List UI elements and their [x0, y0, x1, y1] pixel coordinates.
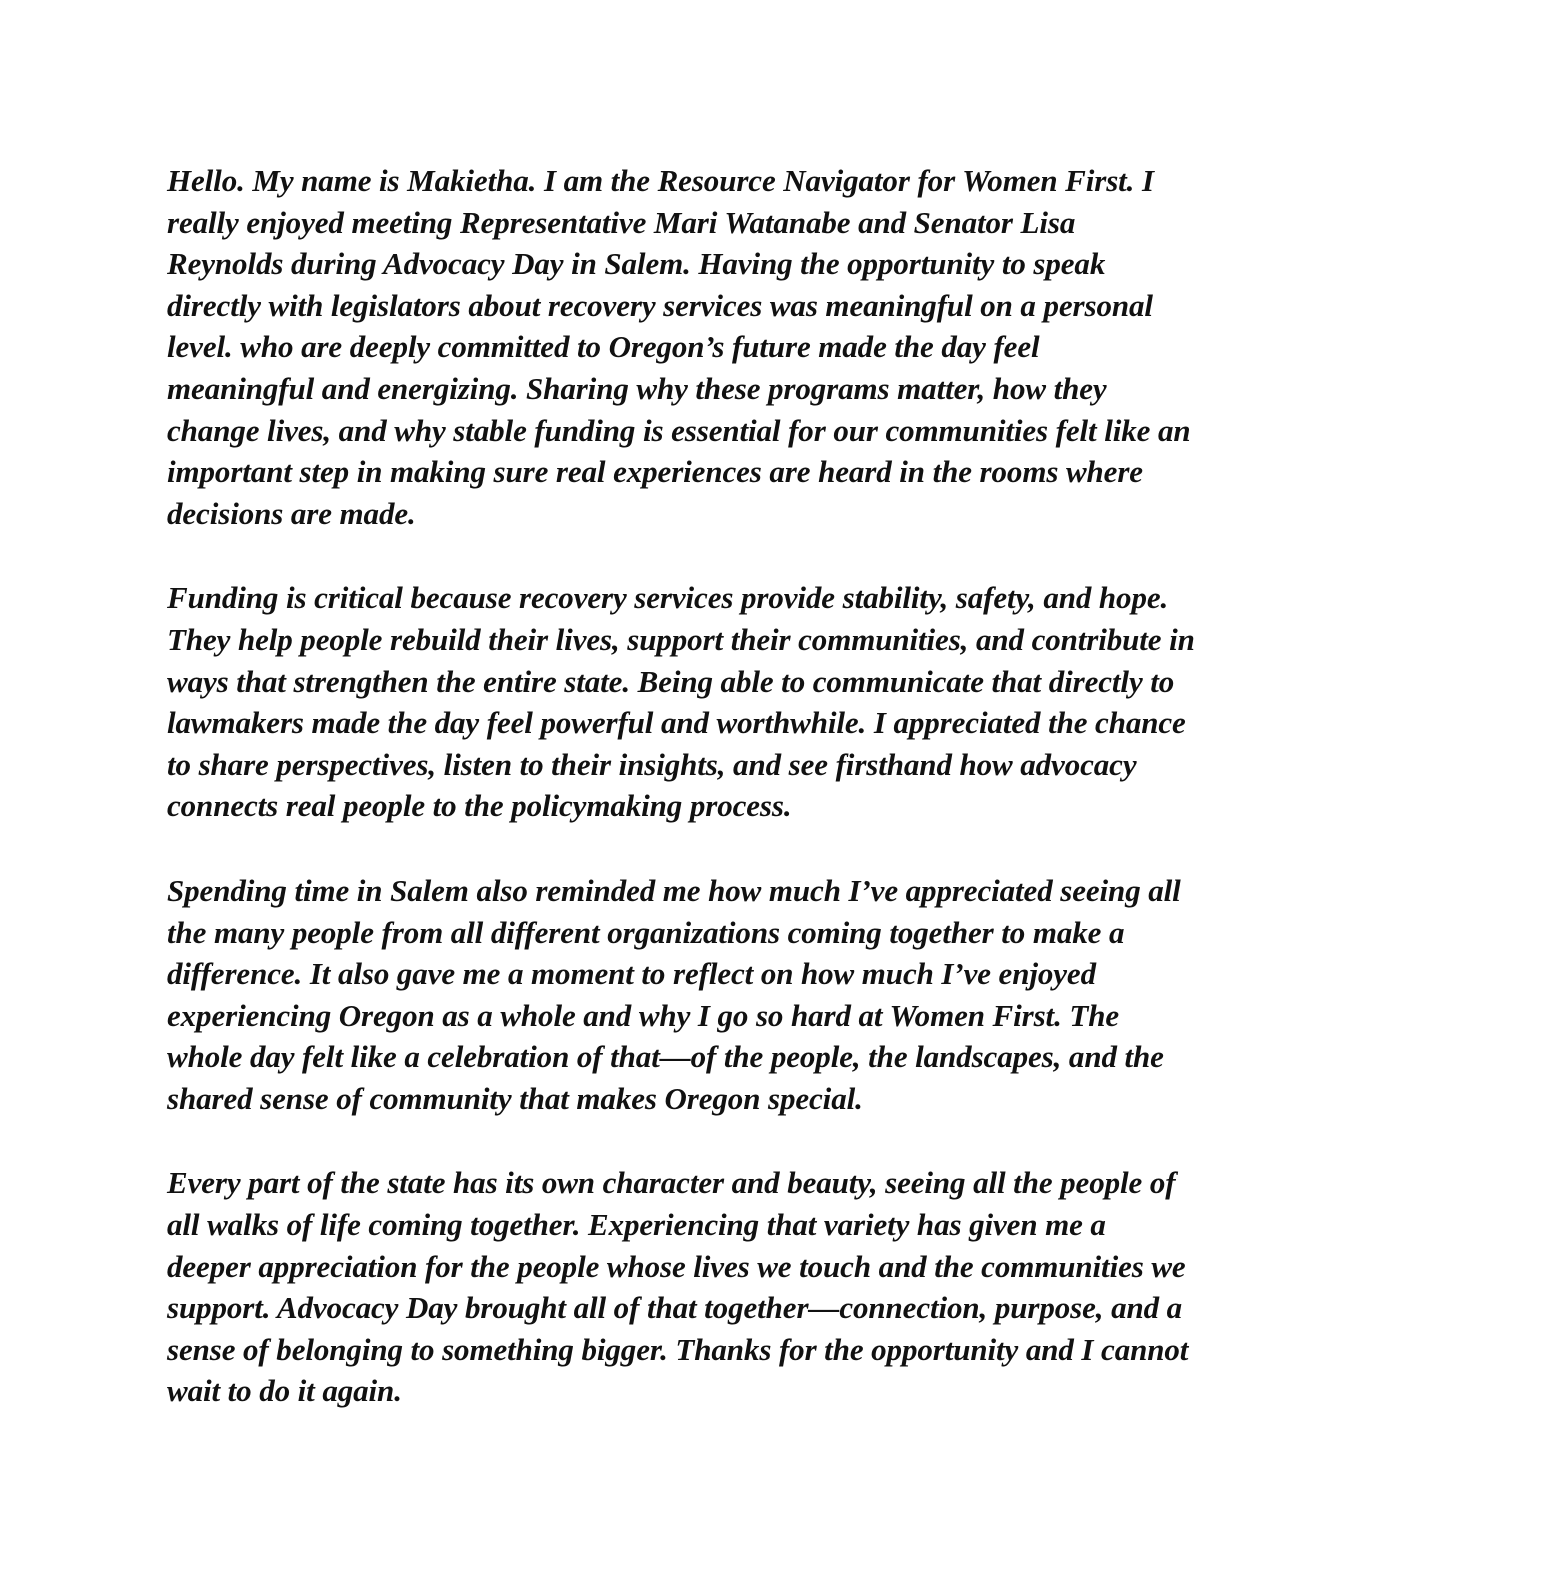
- text-line: lawmakers made the day feel powerful and worthwhile. I appreciated the chance: [167, 705, 1186, 741]
- text-line: deeper appreciation for the people whose lives we touch and the communities we: [167, 1248, 1186, 1284]
- text-line: Funding is critical because recovery services provide stability, safety, and hope.: [167, 580, 1169, 616]
- text-line: Spending time in Salem also reminded me how much I’ve appreciated seeing all: [167, 872, 1181, 908]
- text-line: Every part of the state has its own character and beauty, seeing all the people of: [167, 1165, 1176, 1201]
- text-line: change lives, and why stable funding is essential for our communities felt like an: [167, 412, 1191, 448]
- text-line: meaningful and energizing. Sharing why these programs matter, how they: [167, 370, 1107, 406]
- paragraph-3: [167, 870, 1387, 1120]
- text-line: connects real people to the policymaking process.: [167, 788, 792, 824]
- letter-body: [167, 160, 1387, 1455]
- text-line: important step in making sure real experiences are heard in the rooms where: [167, 454, 1143, 490]
- text-line: shared sense of community that makes Oregon special.: [167, 1080, 863, 1116]
- text-line: directly with legislators about recovery services was meaningful on a personal: [167, 287, 1153, 323]
- paragraph-1: [167, 160, 1387, 534]
- text-line: experiencing Oregon as a whole and why I go so hard at Women First. The: [167, 997, 1120, 1033]
- text-line: level. who are deeply committed to Oregon’s future made the day feel: [167, 329, 1040, 365]
- text-line: really enjoyed meeting Representative Mari Watanabe and Senator Lisa: [167, 204, 1076, 240]
- text-line: difference. It also gave me a moment to reflect on how much I’ve enjoyed: [167, 956, 1096, 992]
- text-line: They help people rebuild their lives, support their communities, and contribute in: [167, 621, 1195, 657]
- text-line: wait to do it again.: [167, 1373, 402, 1409]
- text-line: the many people from all different organizations coming together to make a: [167, 914, 1125, 950]
- text-line: Hello. My name is Makietha. I am the Resource Navigator for Women First. I: [167, 163, 1154, 198]
- paragraph-4: [167, 1162, 1387, 1412]
- text-line: decisions are made.: [167, 495, 416, 531]
- text-line: sense of belonging to something bigger. Thanks for the opportunity and I cannot: [167, 1331, 1189, 1367]
- text-line: all walks of life coming together. Experiencing that variety has given me a: [167, 1207, 1106, 1243]
- text-line: ways that strengthen the entire state. Being able to communicate that directly to: [167, 663, 1175, 699]
- text-line: Reynolds during Advocacy Day in Salem. Having the opportunity to speak: [167, 246, 1106, 282]
- text-line: to share perspectives, listen to their insights, and see firsthand how advocacy: [167, 746, 1137, 782]
- paragraph-2: [167, 577, 1387, 827]
- text-line: whole day felt like a celebration of that—of the people, the landscapes, and the: [167, 1039, 1164, 1075]
- text-line: support. Advocacy Day brought all of that together—connection, purpose, and a: [167, 1290, 1183, 1326]
